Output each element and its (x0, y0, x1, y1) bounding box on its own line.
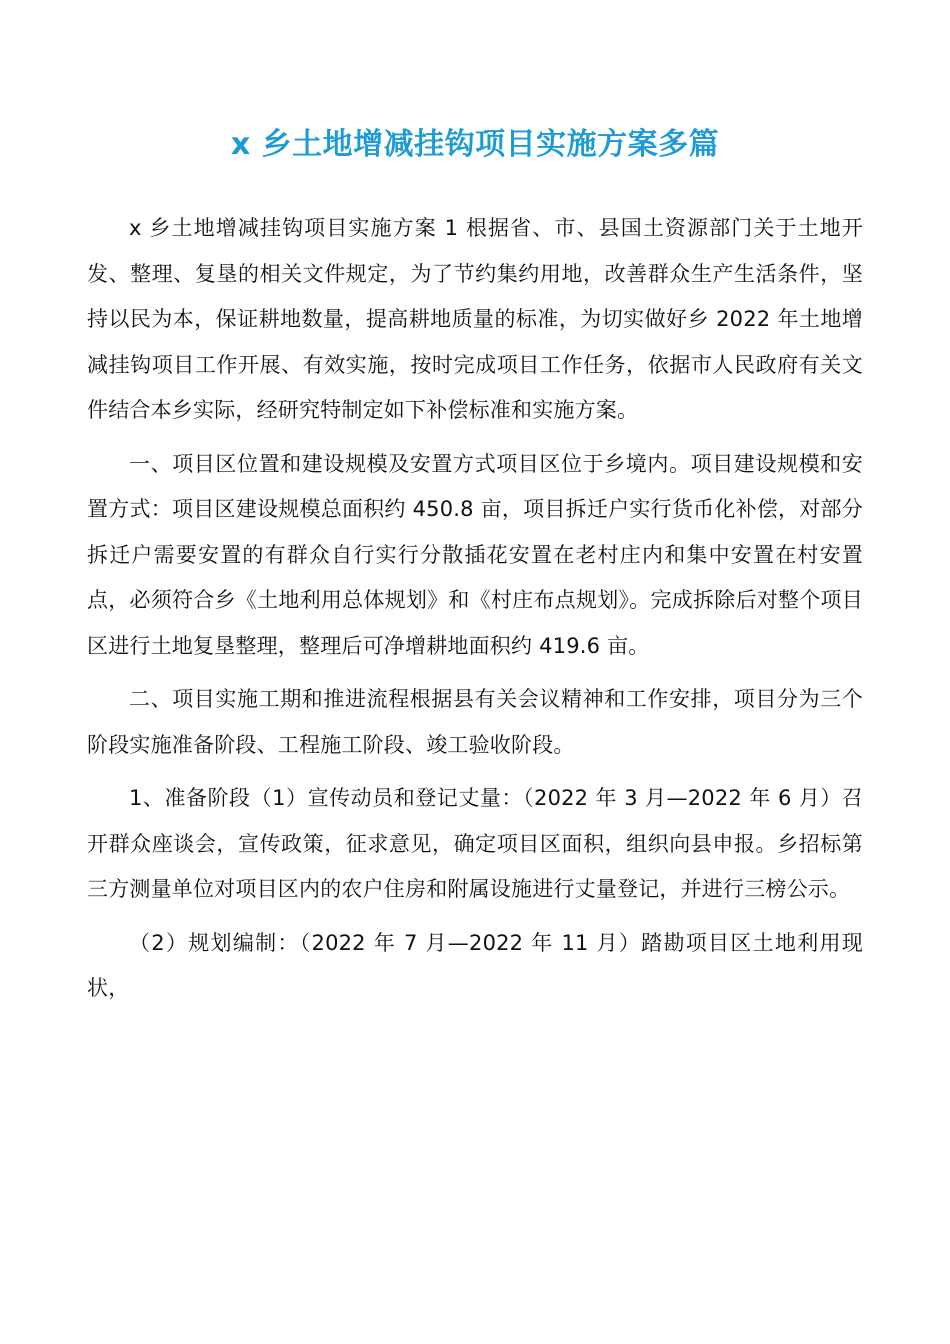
paragraph-intro: x 乡土地增减挂钩项目实施方案 1 根据省、市、县国土资源部门关于土地开发、整理、复垦的相关文件规定，为了节约集约用地，改善群众生产生活条件，坚持以民为本，保证耕地数量，提高耕地质量的标准，为切实做好乡 2022 年土地增减挂钩项目工作开展、有效实施，按时完成项目工作任务，依据市人民政府有关文件结合本乡实际，经研究特制定如下补偿标准和实施方案。 (87, 216, 863, 422)
paragraph-section-two: 二、项目实施工期和推进流程根据县有关会议精神和工作安排，项目分为三个阶段实施准备阶段、工程施工阶段、竣工验收阶段。 (87, 687, 863, 757)
document-body (87, 206, 863, 1012)
paragraph-preparation-stage: 1、准备阶段（1）宣传动员和登记丈量：（2022 年 3 月—2022 年 6 月）召开群众座谈会，宣传政策，征求意见，确定项目区面积，组织向县申报。乡招标第三方测量单位对项目区内的农户住房和附属设施进行丈量登记，并进行三榜公示。 (87, 786, 863, 901)
paragraph-section-one: 一、项目区位置和建设规模及安置方式项目区位于乡境内。项目建设规模和安置方式：项目区建设规模总面积约 450.8 亩，项目拆迁户实行货币化补偿，对部分拆迁户需要安置的有群众自行实行分散插花安置在老村庄内和集中安置在村安置点，必须符合乡《土地利用总体规划》和《村庄布点规划》。完成拆除后对整个项目区进行土地复垦整理，整理后可净增耕地面积约 419.6 亩。 (87, 451, 863, 658)
paragraph-planning: （2）规划编制：（2022 年 7 月—2022 年 11 月）踏勘项目区土地利用现状， (87, 930, 863, 1000)
document-title: x 乡土地增减挂钩项目实施方案多篇 (230, 127, 720, 163)
